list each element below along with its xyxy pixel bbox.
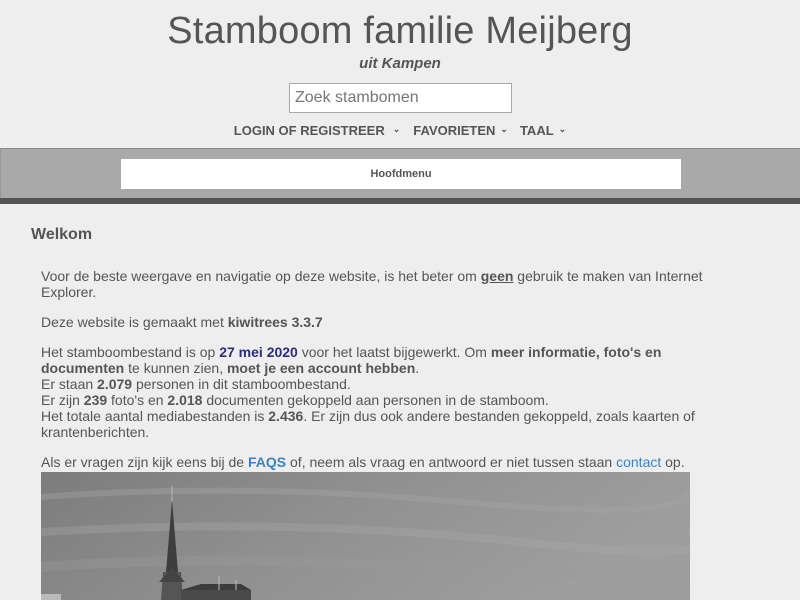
site-subtitle: uit Kampen: [359, 55, 441, 72]
text: gebruik te maken van Internet Explorer.: [41, 268, 703, 300]
text: op.: [661, 454, 685, 470]
text: Als er vragen zijn kijk eens bij de: [41, 454, 248, 470]
text: documenten gekoppeld aan personen in de stamboom.: [202, 392, 549, 408]
update-notice: [41, 344, 721, 376]
text: .: [415, 360, 420, 376]
church-silhouette-icon: [41, 472, 690, 600]
update-date: 27 mei 2020: [219, 344, 298, 360]
kampen-church-photo: [41, 472, 690, 600]
software-version: kiwitrees 3.3.7: [227, 314, 323, 330]
text: Er zijn: [41, 392, 84, 408]
text: foto's en: [107, 392, 168, 408]
emphasis-geen: geen: [480, 268, 514, 284]
persons-stat: [41, 376, 721, 392]
nav-login-label: LOGIN OF REGISTREER: [233, 123, 385, 138]
text: Voor de beste weergave en navigatie op deze website, is het beter om: [41, 268, 481, 284]
software-notice: [41, 314, 721, 330]
media-linked-stat: [41, 392, 721, 408]
nav-language[interactable]: [520, 123, 566, 138]
media-count: 2.436: [268, 408, 304, 424]
bold-text: meer informatie, foto's en documenten: [41, 344, 662, 376]
nav-favorites-label: FAVORIETEN: [413, 123, 496, 138]
welcome-body: [41, 268, 721, 484]
text: Deze website is gemaakt met: [41, 314, 228, 330]
nav-language-label: TAAL: [519, 123, 554, 138]
text: Het stamboombestand is op: [41, 344, 220, 360]
site-title: Stamboom familie Meijberg: [167, 10, 633, 52]
chevron-down-icon: ⌄: [558, 124, 567, 134]
chevron-down-icon: ⌄: [500, 124, 508, 134]
chevron-down-icon: ⌄: [392, 124, 401, 134]
menu-bar-divider: [0, 198, 800, 204]
text: of, neem als vraag en antwoord er niet tussen staan: [286, 454, 617, 470]
top-nav: [0, 123, 800, 138]
search-input[interactable]: [289, 83, 512, 113]
faq-line: [41, 454, 721, 470]
site-header: [0, 0, 800, 148]
main-menu-button[interactable]: Hoofdmenu: [121, 159, 681, 189]
nav-login-register[interactable]: [234, 123, 401, 138]
text: Er staan: [41, 376, 98, 392]
persons-count: 2.079: [97, 376, 133, 392]
bold-text: moet je een account hebben: [226, 360, 416, 376]
text: voor het laatst bijgewerkt. Om: [297, 344, 491, 360]
documents-count: 2.018: [167, 392, 203, 408]
browser-notice: [41, 268, 721, 300]
media-total-stat: [41, 408, 721, 440]
text: . Er zijn dus ook andere bestanden gekoppeld, zoals kaarten of krantenberichten.: [41, 408, 695, 440]
text: te kunnen zien,: [124, 360, 227, 376]
contact-link[interactable]: contact: [616, 454, 662, 470]
faq-link[interactable]: FAQS: [248, 454, 287, 470]
nav-favorites[interactable]: [413, 123, 508, 138]
photos-count: 239: [83, 392, 108, 408]
text: Het totale aantal mediabestanden is: [41, 408, 269, 424]
welcome-title: Welkom: [31, 226, 93, 243]
text: personen in dit stamboombestand.: [132, 376, 351, 392]
